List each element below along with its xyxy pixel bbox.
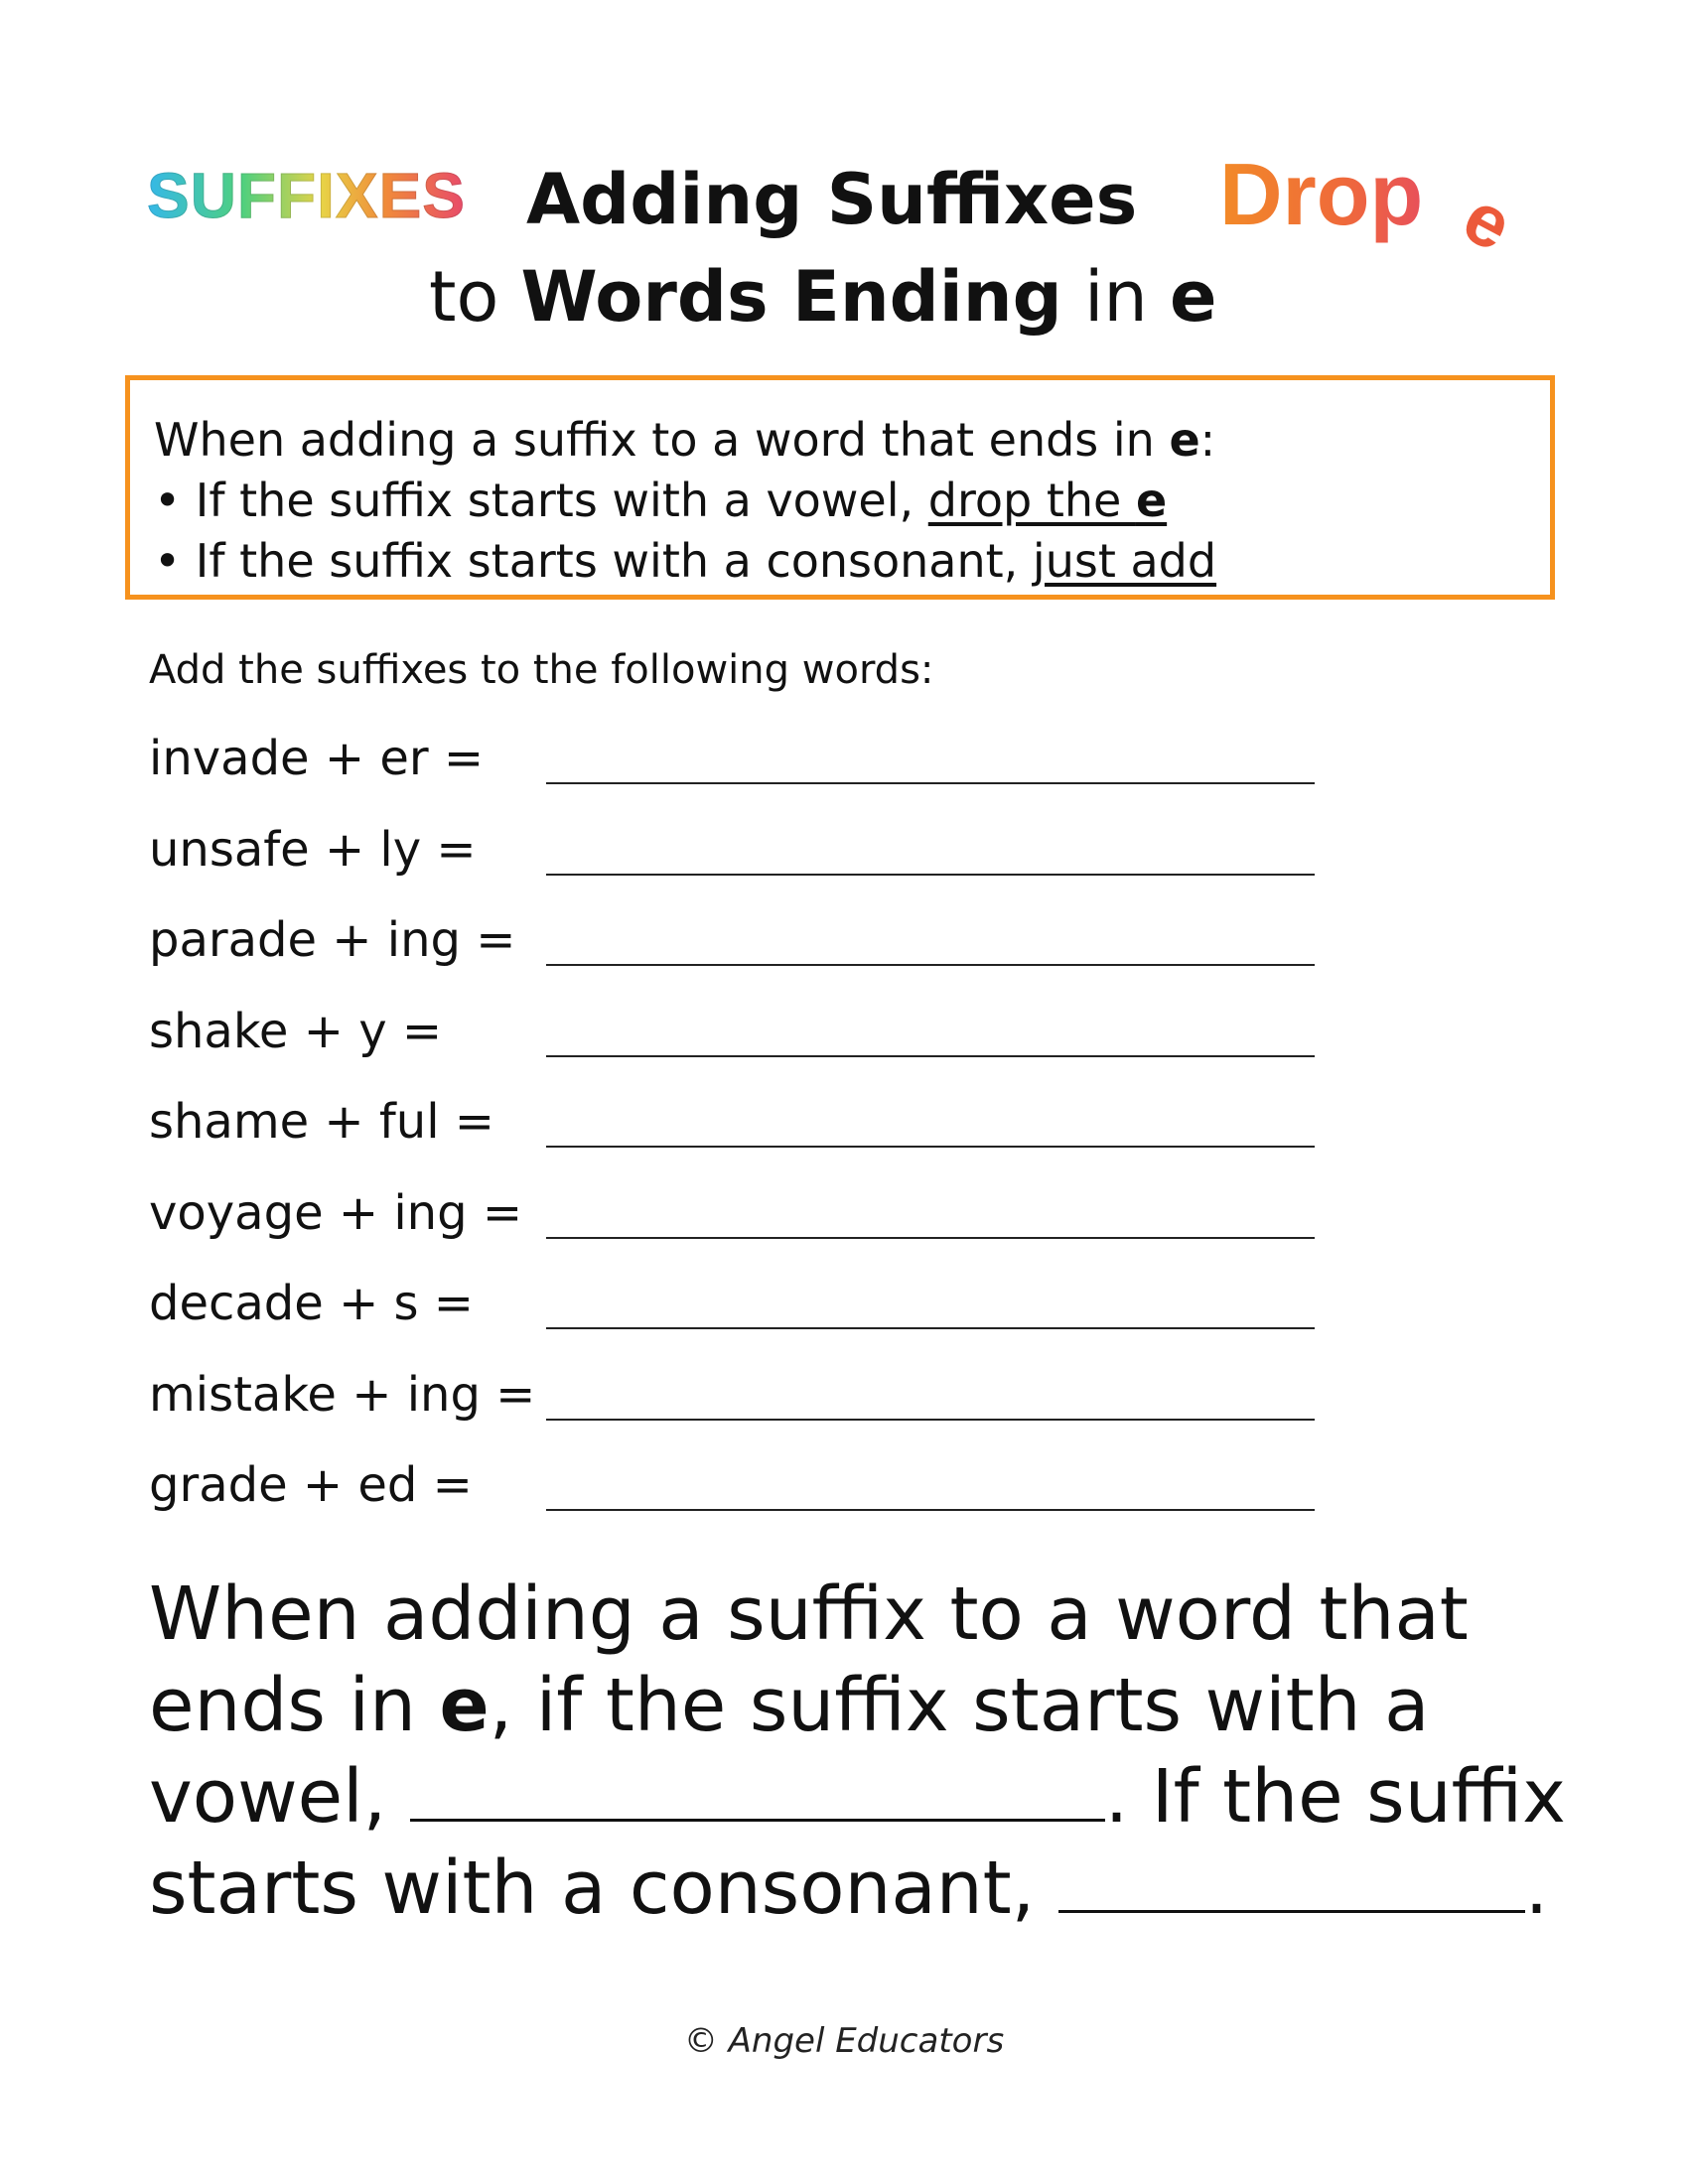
rule-line-2-prefix: • If the suffix starts with a vowel, (154, 474, 928, 527)
exercise-list (149, 731, 1340, 1549)
rule-line-2-underlined-text: drop the (927, 474, 1136, 527)
summary-paragraph (149, 1569, 1566, 1934)
title-line-2-letter: e (1170, 256, 1217, 338)
rule-line-1 (154, 410, 1550, 471)
answer-line[interactable] (546, 874, 1315, 876)
exercise-label: mistake + ing = (149, 1366, 536, 1423)
rule-line-1-colon: : (1199, 413, 1216, 467)
instructions: Add the suffixes to the following words: (149, 647, 934, 693)
rule-line-1-letter: e (1169, 413, 1200, 467)
exercise-row (149, 1004, 1340, 1095)
summary-line-3 (149, 1751, 1566, 1843)
rule-box (125, 375, 1555, 600)
exercise-label: grade + ed = (149, 1457, 473, 1513)
summary-line-2 (149, 1660, 1559, 1751)
rule-line-3 (154, 531, 1550, 592)
drop-e-logo-letter: e (1450, 175, 1526, 267)
answer-line[interactable] (546, 1237, 1315, 1239)
summary-line-2-part2: , if the suffix starts with a (489, 1663, 1430, 1748)
summary-line-2-letter: e (439, 1663, 490, 1748)
summary-line-4-part2: . (1524, 1845, 1549, 1931)
rule-line-2-underlined (928, 474, 1167, 527)
exercise-row (149, 1094, 1340, 1185)
summary-line-1: When adding a suffix to a word that (149, 1571, 1469, 1657)
summary-line-4 (149, 1843, 1559, 1934)
rule-line-2 (154, 471, 1550, 531)
exercise-row (149, 822, 1340, 913)
exercise-row (149, 1276, 1340, 1367)
exercise-label: shame + ful = (149, 1094, 494, 1150)
summary-line-3-part1: vowel, (149, 1754, 410, 1840)
summary-line-2-part1: ends in (149, 1663, 440, 1748)
summary-blank-2[interactable] (1058, 1850, 1525, 1913)
exercise-label: decade + s = (149, 1276, 475, 1331)
title-line-2 (429, 256, 1217, 338)
exercise-label: parade + ing = (149, 912, 516, 968)
worksheet-header (0, 0, 1688, 357)
summary-line-3-part2: . If the suffix (1104, 1754, 1566, 1840)
rule-line-3-prefix: • If the suffix starts with a consonant, (154, 534, 1033, 588)
answer-line[interactable] (546, 782, 1315, 784)
answer-line[interactable] (546, 1419, 1315, 1421)
suffixes-logo: SUFFIXES (147, 160, 466, 231)
summary-line-4-part1: starts with a consonant, (149, 1845, 1058, 1931)
rule-line-1-text: When adding a suffix to a word that ends in (154, 413, 1170, 467)
title-line-1: Adding Suffixes (526, 159, 1138, 240)
answer-line[interactable] (546, 964, 1315, 966)
exercise-label: voyage + ing = (149, 1184, 523, 1241)
rule-line-2-letter: e (1135, 474, 1168, 527)
exercise-row (149, 1457, 1340, 1549)
copyright-footer: © Angel Educators (683, 2021, 1005, 2061)
title-line-2-bold: Words Ending (520, 256, 1062, 338)
drop-e-logo-word: Drop (1219, 145, 1424, 243)
exercise-row (149, 912, 1340, 1004)
exercise-label: unsafe + ly = (149, 821, 477, 878)
exercise-label: invade + er = (149, 731, 485, 786)
answer-line[interactable] (546, 1509, 1315, 1511)
exercise-row (149, 1367, 1340, 1458)
answer-line[interactable] (546, 1055, 1315, 1057)
exercise-label: shake + y = (149, 1003, 443, 1059)
answer-line[interactable] (546, 1327, 1315, 1329)
title-line-2-part2: in (1061, 256, 1171, 338)
answer-line[interactable] (546, 1146, 1315, 1148)
summary-blank-1[interactable] (410, 1759, 1105, 1822)
exercise-row (149, 731, 1340, 822)
rule-line-3-underlined: just add (1032, 534, 1217, 588)
title-line-2-part1: to (429, 256, 521, 338)
exercise-row (149, 1185, 1340, 1277)
